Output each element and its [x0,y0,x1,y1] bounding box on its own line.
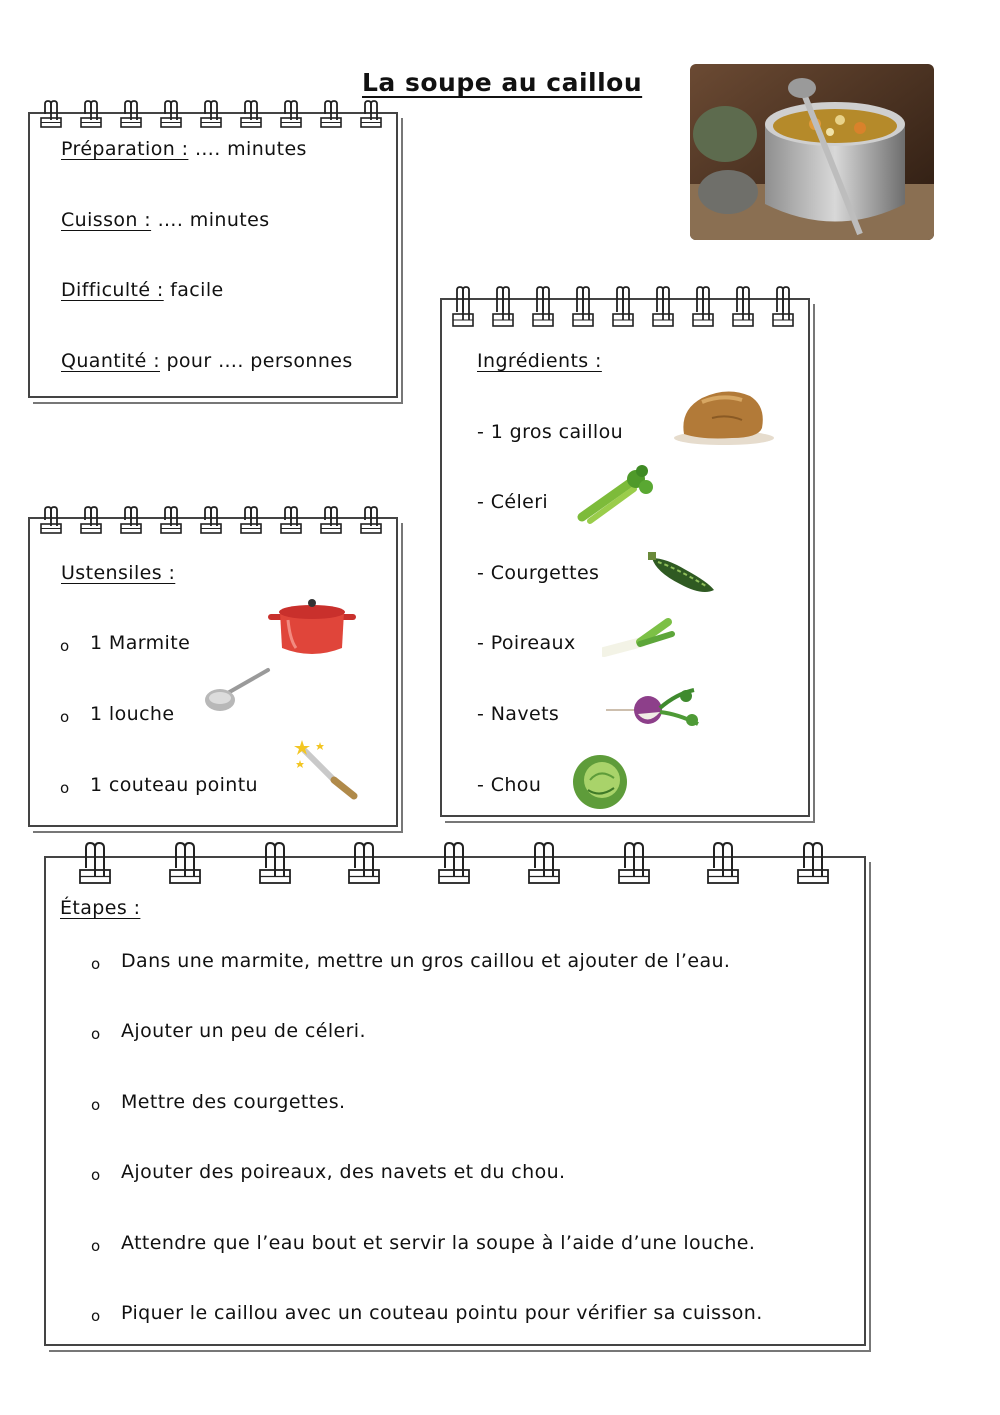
etape-item: Ajouter des poireaux, des navets et du chou. [121,1161,566,1183]
ring-icon [120,100,142,130]
soup-pot-photo [690,64,934,240]
ring-icon [240,100,262,130]
ring-icon [772,286,794,330]
bullet-icon: o [91,1166,101,1184]
ring-icon [360,100,382,130]
bullet-icon: o [91,1096,101,1114]
ingredient-item: - Navets [477,703,560,725]
etapes-heading: Étapes : [60,897,141,919]
ladle-icon [202,666,272,716]
ring-icon [572,286,594,330]
bullet-icon: o [60,708,70,726]
ring-icon [706,842,740,886]
ring-icon [360,506,382,536]
ring-icon [532,286,554,330]
ring-icon [168,842,202,886]
ring-icon [80,100,102,130]
ring-icon [40,506,62,536]
quantite-line [61,350,353,372]
ingredients-notepad-rings [452,286,794,330]
ingredient-item: - 1 gros caillou [477,421,624,443]
preparation-line [61,138,307,160]
etape-item: Ajouter un peu de céleri. [121,1020,366,1042]
bullet-icon: o [91,1025,101,1043]
ingredients-notepad [440,298,810,817]
difficulte-value: facile [163,279,224,301]
preparation-value: …. minutes [188,138,307,160]
cuisson-label: Cuisson : [61,209,152,231]
ring-icon [796,842,830,886]
ring-icon [437,842,471,886]
ring-icon [200,506,222,536]
ring-icon [612,286,634,330]
ring-icon [280,100,302,130]
ring-icon [617,842,651,886]
etapes-notepad-rings [78,842,830,886]
celery-icon [576,465,656,525]
bullet-icon: o [91,955,101,973]
bullet-icon: o [91,1307,101,1325]
ingredient-item: - Chou [477,774,542,796]
difficulte-label: Difficulté : [61,279,164,301]
page-title: La soupe au caillou [362,68,643,97]
turnip-icon [606,684,702,738]
ring-icon [120,506,142,536]
ustensiles-notepad-rings [40,506,382,536]
zucchini-icon [646,550,720,596]
ring-icon [200,100,222,130]
ring-icon [280,506,302,536]
ring-icon [347,842,381,886]
cabbage-icon [570,754,630,810]
pot-icon [266,596,358,660]
ring-icon [492,286,514,330]
ustensile-item: 1 couteau pointu [90,774,259,796]
quantite-value: pour …. personnes [160,350,353,372]
stone-icon [672,388,776,446]
quantite-label: Quantité : [61,350,160,372]
etape-item: Dans une marmite, mettre un gros caillou et ajouter de l’eau. [121,950,731,972]
ring-icon [320,100,342,130]
ring-icon [652,286,674,330]
ustensile-item: 1 Marmite [90,632,191,654]
ring-icon [240,506,262,536]
preparation-label: Préparation : [61,138,189,160]
ingredients-heading: Ingrédients : [477,350,602,372]
ring-icon [40,100,62,130]
bullet-icon: o [91,1237,101,1255]
bullet-icon: o [60,637,70,655]
leek-icon [602,614,676,660]
etape-item: Piquer le caillou avec un couteau pointu pour vérifier sa cuisson. [121,1302,763,1324]
cuisson-value: …. minutes [151,209,270,231]
ingredient-item: - Céleri [477,491,549,513]
ring-icon [258,842,292,886]
ustensile-item: 1 louche [90,703,175,725]
ring-icon [80,506,102,536]
ring-icon [692,286,714,330]
ring-icon [160,100,182,130]
ingredient-item: - Courgettes [477,562,600,584]
ring-icon [160,506,182,536]
etape-item: Attendre que l’eau bout et servir la soupe à l’aide d’une louche. [121,1232,756,1254]
etape-item: Mettre des courgettes. [121,1091,346,1113]
ring-icon [527,842,561,886]
info-notepad-rings [40,100,382,130]
ingredient-item: - Poireaux [477,632,576,654]
ring-icon [732,286,754,330]
cuisson-line [61,209,270,231]
bullet-icon: o [60,779,70,797]
ring-icon [78,842,112,886]
ustensiles-heading: Ustensiles : [61,562,176,584]
knife-icon [292,738,362,800]
ring-icon [452,286,474,330]
difficulte-line [61,279,224,301]
ring-icon [320,506,342,536]
